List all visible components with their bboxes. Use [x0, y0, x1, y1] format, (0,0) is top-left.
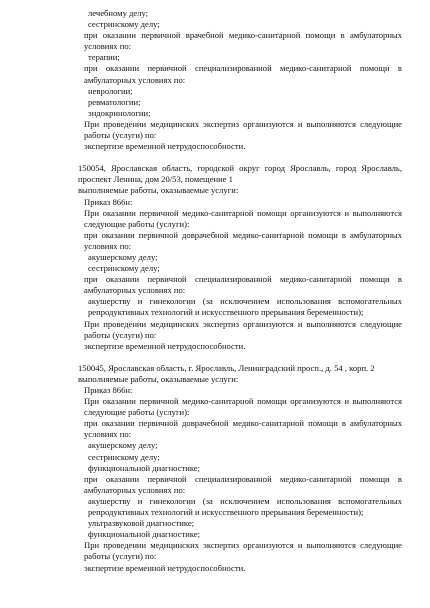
document-line: терапии; [88, 52, 120, 63]
document-line: При проведении медицинских экспертиз организуются и выполняются следующие работы (услуги) по: [84, 118, 405, 141]
document-line: выполняемые работы, оказываемые услуги: [78, 373, 239, 384]
document-line: акушерскому делу; [88, 251, 158, 262]
document-section [78, 8, 405, 152]
document-line: При проведении медицинских экспертиз организуются и выполняются следующие работы (услуги) по: [84, 318, 405, 340]
document-line: ревматологии; [88, 96, 141, 107]
document-line: при оказании первичной врачебной медико-санитарной помощи в амбулаторных условиях по: [84, 30, 405, 52]
document-line: при оказании первичной доврачебной медико-санитарной помощи в амбулаторных условиях по: [84, 229, 405, 251]
document-line: выполняемые работы, оказываемые услуги: [78, 185, 239, 196]
document-line: неврологии; [88, 85, 133, 96]
document-line: при оказании первичной доврачебной медико-санитарной помощи в амбулаторных условиях по: [84, 418, 405, 440]
document-line: акушерству и гинекологии (за исключением использования вспомогательных репродуктивных технологий и искусственного прерывания беременности); [88, 296, 405, 318]
document-line: 150054, Ярославская область, городской округ город Ярославль, город Ярославль, проспект Ленина, дом 20/53, помещение 1 [78, 163, 405, 185]
document-line: экспертизе временной нетрудоспособности. [84, 340, 246, 351]
document-line: сестринскому делу; [88, 263, 160, 274]
document-section [78, 362, 405, 574]
document-line: при оказании первичной специализированной медико-санитарной помощи в амбулаторных условиях по: [84, 473, 405, 495]
document-line: экспертизе временной нетрудоспособности. [84, 562, 246, 573]
section-gap [78, 352, 402, 363]
document-line: При проведении медицинских экспертиз организуются и выполняются следующие работы (услуги) по: [84, 540, 405, 562]
document-section [78, 163, 405, 352]
document-line: при оказании первичной специализированной медико-санитарной помощи в амбулаторных условиях по: [84, 274, 405, 296]
document-line: сестринскому делу; [88, 19, 160, 30]
document-line: акушерству и гинекологии (за исключением использования вспомогательных репродуктивных технологий и искусственного прерывания беременности); [88, 495, 405, 518]
document-line: При оказании первичной медико-санитарной помощи организуются и выполняются следующие работы (услуги): [84, 207, 405, 229]
document-line: акушерскому делу; [88, 440, 158, 451]
document-line: сестринскому делу; [88, 451, 160, 462]
document-line: ультразвуковой диагностике; [88, 518, 195, 529]
document-line: при оказании первичной специализированной медико-санитарной помощи в амбулаторных условиях по: [84, 63, 405, 85]
document-line: Приказ 866н: [84, 196, 133, 207]
document-line: функциональной диагностике; [88, 462, 201, 473]
document-line: экспертизе временной нетрудоспособности. [84, 141, 246, 152]
document-line: При оказании первичной медико-санитарной помощи организуются и выполняются следующие работы (услуги): [84, 396, 405, 418]
section-gap [78, 152, 402, 163]
document-line: лечебному делу; [88, 8, 149, 18]
document-line: Приказ 866н: [84, 385, 133, 395]
document-line: функциональной диагностике; [88, 529, 201, 540]
document-line: 150045, Ярославская область, г. Ярославль, Ленинградский просп., д. 54 , корп. 2 [78, 362, 375, 373]
document-line: эндокринологии; [88, 107, 151, 118]
